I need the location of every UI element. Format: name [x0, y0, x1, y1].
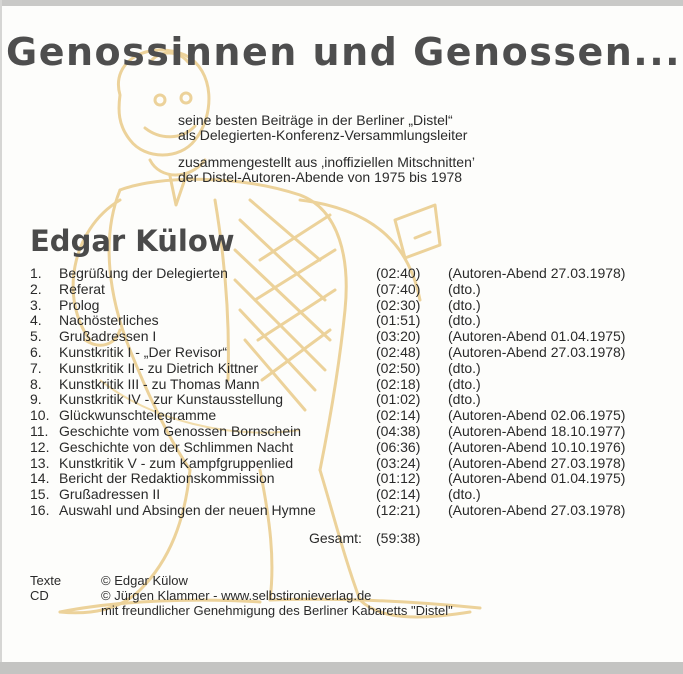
track-title: Referat: [59, 280, 105, 297]
total-duration: (59:38): [376, 530, 421, 546]
track-note: (dto.): [448, 280, 481, 297]
track-row: [30, 313, 680, 329]
track-duration: (01:02): [376, 391, 421, 408]
track-duration: (02:14): [376, 486, 421, 503]
track-title: Grußadressen II: [59, 486, 161, 503]
track-row: [30, 440, 680, 456]
track-note: (dto.): [448, 296, 481, 313]
track-title: Prolog: [59, 296, 100, 313]
track-note: (Autoren-Abend 27.03.1978): [448, 501, 626, 518]
track-duration: (07:40): [376, 280, 421, 297]
credit-cd-label: CD: [30, 588, 49, 603]
track-note: (dto.): [448, 391, 481, 408]
scan-border-bottom: [0, 662, 683, 674]
track-row: [30, 361, 680, 377]
track-title: Bericht der Redaktionskommission: [59, 470, 275, 487]
track-number: 1.: [30, 265, 42, 281]
track-row: [30, 345, 680, 361]
credit-texte-value: © Edgar Külow: [101, 573, 188, 588]
track-title: Geschichte vom Genossen Bornschein: [59, 422, 302, 439]
track-title: Begrüßung der Delegierten: [59, 265, 228, 281]
track-row: [30, 487, 680, 503]
track-row: [30, 503, 680, 519]
track-number: 7.: [30, 359, 42, 376]
track-title: Kunstkritik V - zum Kampfgruppenlied: [59, 454, 294, 471]
total-label: Gesamt:: [309, 530, 362, 546]
track-note: (Autoren-Abend 10.10.1976): [448, 438, 626, 455]
track-title: Geschichte von der Schlimmen Nacht: [59, 438, 294, 455]
track-row: [30, 266, 680, 282]
subtitle-line-1: seine besten Beiträge in der Berliner „Distel“: [178, 112, 453, 128]
track-duration: (04:38): [376, 422, 421, 439]
track-row: [30, 377, 680, 393]
track-row: [30, 329, 680, 345]
track-duration: (03:20): [376, 328, 421, 345]
track-row: [30, 298, 680, 314]
track-row: [30, 424, 680, 440]
track-number: 12.: [30, 438, 50, 455]
track-note: (dto.): [448, 359, 481, 376]
track-note: (Autoren-Abend 01.04.1975): [448, 328, 626, 345]
track-duration: (02:14): [376, 407, 421, 424]
credit-cd-value: © Jürgen Klammer - www.selbstironieverlag.de: [101, 588, 372, 603]
track-note: (Autoren-Abend 02.06.1975): [448, 407, 626, 424]
subtitle-line-2: als Delegierten-Konferenz-Versammlungsleiter: [178, 127, 468, 143]
track-note: (Autoren-Abend 18.10.1977): [448, 422, 626, 439]
credit-texte-label: Texte: [30, 573, 62, 588]
track-number: 8.: [30, 375, 42, 392]
track-title: Glückwunschtelegramme: [59, 407, 217, 424]
track-number: 11.: [30, 422, 49, 439]
track-note: (Autoren-Abend 01.04.1975): [448, 470, 626, 487]
track-note: (Autoren-Abend 27.03.1978): [448, 343, 626, 360]
track-number: 5.: [30, 328, 42, 345]
track-note: (dto.): [448, 375, 481, 392]
track-note: (dto.): [448, 486, 481, 503]
track-number: 6.: [30, 343, 42, 360]
track-note: (Autoren-Abend 27.03.1978): [448, 454, 626, 471]
track-number: 4.: [30, 312, 42, 329]
track-number: 14.: [30, 470, 50, 487]
track-list: [30, 266, 680, 519]
track-row: [30, 456, 680, 472]
track-duration: (01:51): [376, 312, 421, 329]
track-duration: (02:40): [376, 265, 421, 281]
track-number: 3.: [30, 296, 42, 313]
track-duration: (06:36): [376, 438, 421, 455]
subtitle-line-4: der Distel-Autoren-Abende von 1975 bis 1978: [178, 169, 463, 185]
track-note: (dto.): [448, 312, 481, 329]
track-row: [30, 282, 680, 298]
track-number: 2.: [30, 280, 42, 297]
track-title: Kunstkritik I - „Der Revisor“: [59, 343, 228, 360]
page-title: Genossinnen und Genossen...: [6, 30, 682, 74]
track-row: [30, 471, 680, 487]
track-row: [30, 408, 680, 424]
track-number: 15.: [30, 486, 50, 503]
track-note: (Autoren-Abend 27.03.1978): [448, 265, 626, 281]
track-duration: (12:21): [376, 501, 421, 518]
track-title: Kunstkritik IV - zur Kunstausstellung: [59, 391, 284, 408]
track-duration: (01:12): [376, 470, 421, 487]
track-title: Auswahl und Absingen der neuen Hymne: [59, 501, 316, 518]
track-duration: (02:18): [376, 375, 421, 392]
track-number: 13.: [30, 454, 50, 471]
credit-permission: mit freundlicher Genehmigung des Berliner Kabaretts "Distel": [101, 603, 453, 618]
track-title: Kunstkritik III - zu Thomas Mann: [59, 375, 260, 392]
subtitle-line-3: zusammengestellt aus ‚inoffiziellen Mitschnitten’: [178, 154, 475, 170]
track-duration: (02:48): [376, 343, 421, 360]
track-duration: (03:24): [376, 454, 421, 471]
track-title: Kunstkritik II - zu Dietrich Kittner: [59, 359, 259, 376]
track-row: [30, 392, 680, 408]
track-title: Grußadressen I: [59, 328, 157, 345]
track-number: 10.: [30, 407, 50, 424]
author-name: Edgar Külow: [30, 224, 235, 258]
track-duration: (02:50): [376, 359, 421, 376]
track-title: Nachösterliches: [59, 312, 159, 329]
track-number: 16.: [30, 501, 50, 518]
track-number: 9.: [30, 391, 42, 408]
track-duration: (02:30): [376, 296, 421, 313]
